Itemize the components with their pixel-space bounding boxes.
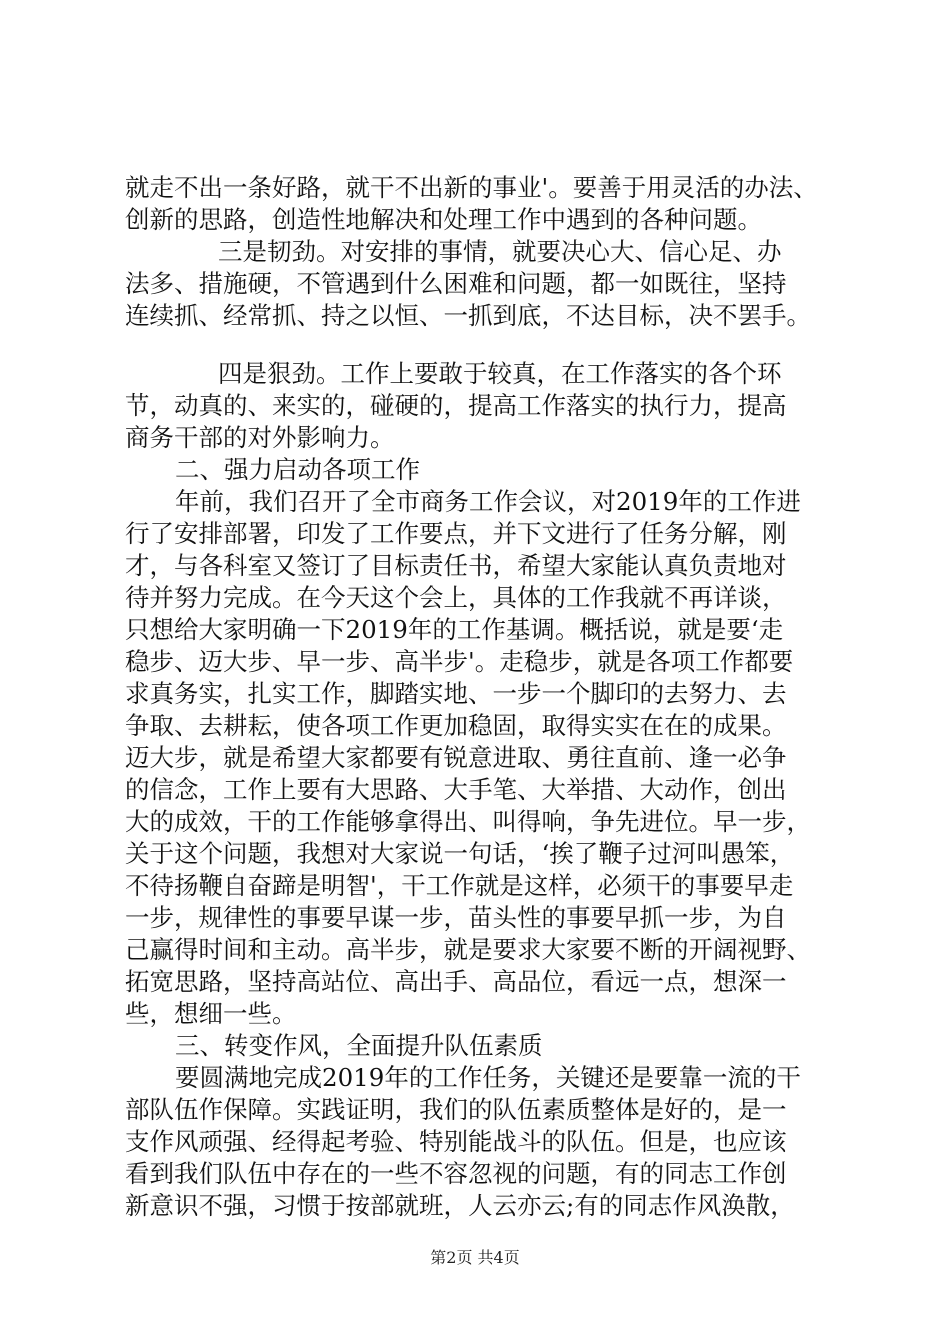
text-line: 就走不出一条好路，就干不出新的事业'。要善于用灵活的办法、 (125, 173, 818, 202)
text-line: 争取、去耕耘，使各项工作更加稳固，取得实实在在的成果。 (125, 711, 787, 740)
text-line: 只想给大家明确一下2019年的工作基调。概括说，就是要‘走 (125, 615, 784, 644)
paragraph-start-line: 三是韧劲。对安排的事情，就要决心大、信心足、办 (218, 237, 782, 266)
text-line: 大的成效，干的工作能够拿得出、叫得响，争先进位。早一步， (125, 807, 811, 836)
text-line: 连续抓、经常抓、持之以恒、一抓到底，不达目标，决不罢手。 (125, 301, 811, 330)
text-line: 节，动真的、来实的，碰硬的，提高工作落实的执行力，提高 (125, 391, 787, 420)
text-line: 些，想细一些。 (125, 999, 297, 1028)
text-line: 关于这个问题，我想对大家说一句话，‘挨了鞭子过河叫愚笨， (125, 839, 795, 868)
text-line: 求真务实，扎实工作，脚踏实地、一步一个脚印的去努力、去 (125, 679, 787, 708)
section-heading: 二、强力启动各项工作 (175, 455, 420, 484)
text-line: 待并努力完成。在今天这个会上，具体的工作我就不再详谈， (125, 583, 787, 612)
text-line: 才，与各科室又签订了目标责任书，希望大家能认真负责地对 (125, 551, 787, 580)
text-line: 一步，规律性的事要早谋一步，苗头性的事要早抓一步，为自 (125, 903, 787, 932)
text-line: 商务干部的对外影响力。 (125, 423, 395, 452)
text-line: 支作风顽强、经得起考验、特别能战斗的队伍。但是，也应该 (125, 1127, 787, 1156)
text-line: 迈大步，就是希望大家都要有锐意进取、勇往直前、逢一必争 (125, 743, 787, 772)
text-line: 部队伍作保障。实践证明，我们的队伍素质整体是好的，是一 (125, 1095, 787, 1124)
paragraph-start-line: 要圆满地完成2019年的工作任务，关键还是要靠一流的干 (175, 1063, 801, 1092)
section-heading: 三、转变作风，全面提升队伍素质 (175, 1031, 543, 1060)
paragraph-start-line: 四是狠劲。工作上要敢于较真，在工作落实的各个环 (218, 359, 782, 388)
paragraph-start-line: 年前，我们召开了全市商务工作会议，对2019年的工作进 (175, 487, 801, 516)
page-number-footer: 第2页 共4页 (430, 1248, 520, 1267)
text-line: 行了安排部署，印发了工作要点，并下文进行了任务分解，刚 (125, 519, 787, 548)
text-line: 己赢得时间和主动。高半步，就是要求大家要不断的开阔视野、 (125, 935, 811, 964)
text-line: 稳步、迈大步、早一步、高半步'。走稳步，就是各项工作都要 (125, 647, 794, 676)
text-line: 法多、措施硬，不管遇到什么困难和问题，都一如既往，坚持 (125, 269, 787, 298)
text-line: 拓宽思路，坚持高站位、高出手、高品位，看远一点，想深一 (125, 967, 787, 996)
text-line: 创新的思路，创造性地解决和处理工作中遇到的各种问题。 (125, 205, 762, 234)
text-line: 看到我们队伍中存在的一些不容忽视的问题，有的同志工作创 (125, 1159, 787, 1188)
text-line: 新意识不强，习惯于按部就班，人云亦云;有的同志作风涣散， (125, 1191, 795, 1220)
text-line: 不待扬鞭自奋蹄是明智'，干工作就是这样，必须干的事要早走 (125, 871, 794, 900)
text-line: 的信念，工作上要有大思路、大手笔、大举措、大动作，创出 (125, 775, 787, 804)
